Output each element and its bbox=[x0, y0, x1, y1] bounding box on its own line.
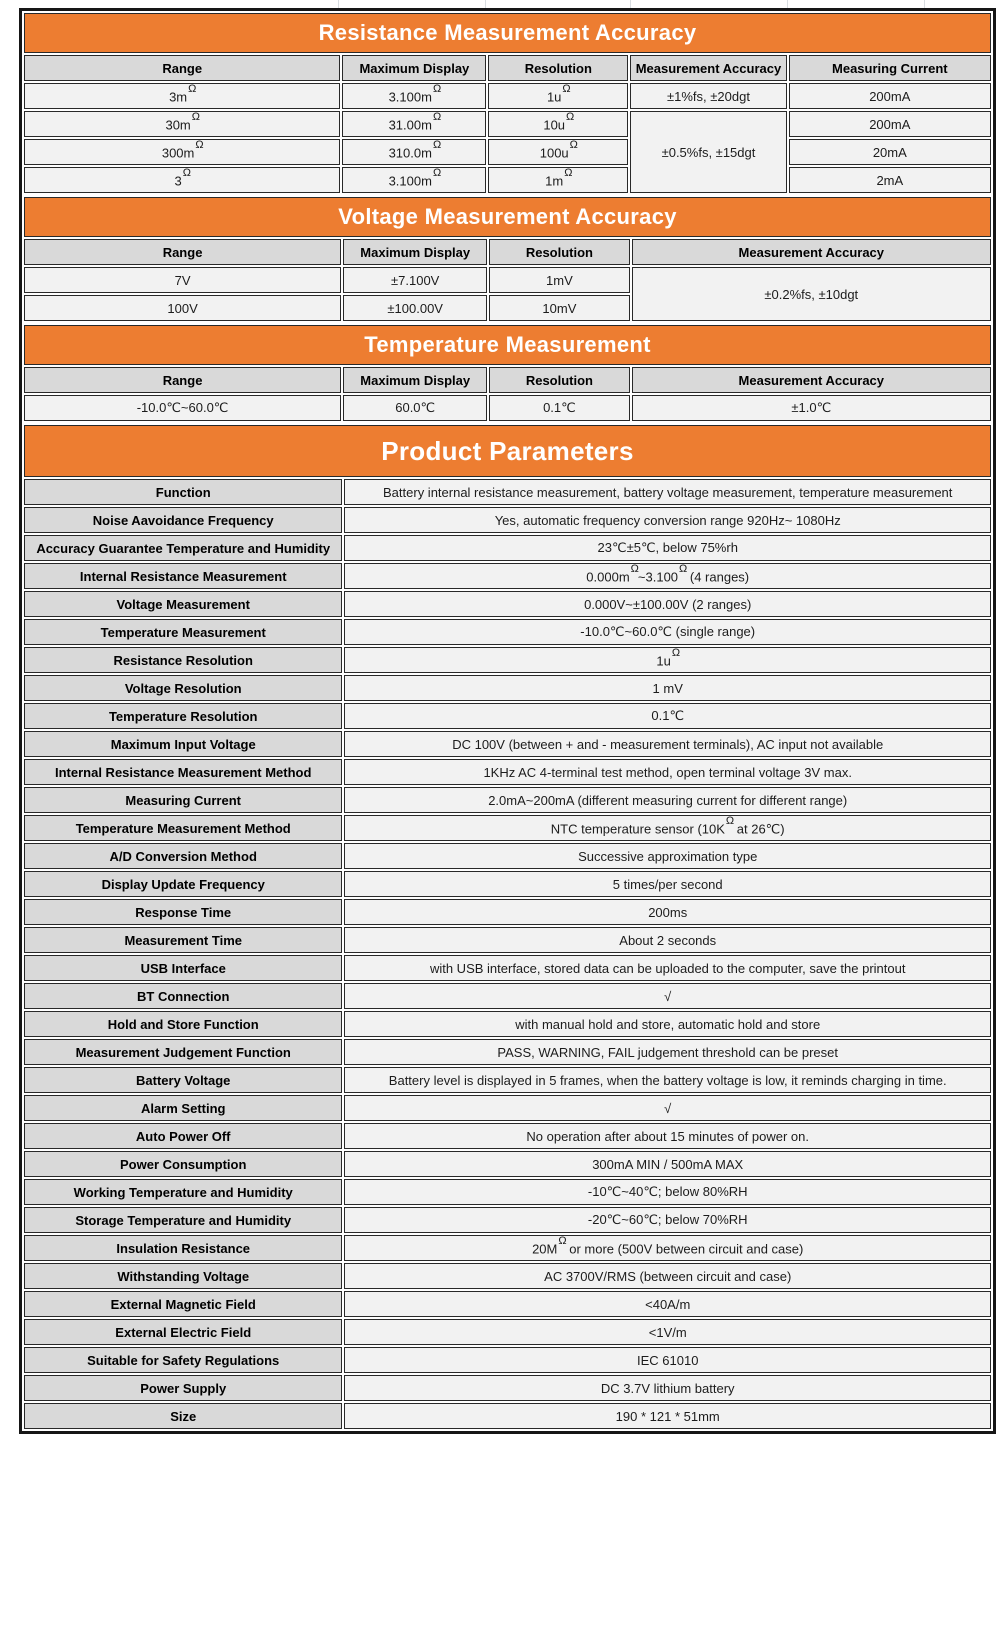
spec-row bbox=[24, 871, 991, 897]
spec-row bbox=[24, 1039, 991, 1065]
max-display-cell: 60.0℃ bbox=[343, 395, 487, 421]
spec-row bbox=[24, 899, 991, 925]
spec-value: 0.000V~±100.00V (2 ranges) bbox=[344, 591, 991, 617]
spec-value: $0.000m^\Omega\sim 3.100^\Omega$ (4 ranges) bbox=[344, 563, 991, 589]
current-cell: 2mA bbox=[789, 167, 991, 193]
range-cell: 7V bbox=[24, 267, 341, 293]
max-display-cell: $3.100m^\Omega$ bbox=[342, 83, 486, 109]
spec-value: 1 mV bbox=[344, 675, 991, 701]
max-display-cell: $310.0m^\Omega$ bbox=[342, 139, 486, 165]
col-header-range: Range bbox=[24, 239, 341, 265]
resolution-cell: 1mV bbox=[489, 267, 629, 293]
spec-value: Battery internal resistance measurement, battery voltage measurement, temperature measurement bbox=[344, 479, 991, 505]
spec-value: $1u^\Omega$ bbox=[344, 647, 991, 673]
table-row bbox=[24, 267, 991, 293]
spec-value: 300mA MIN / 500mA MAX bbox=[344, 1151, 991, 1177]
spec-row bbox=[24, 1291, 991, 1317]
spec-row bbox=[24, 1263, 991, 1289]
spec-label: Temperature Measurement Method bbox=[24, 815, 342, 841]
spec-label: Accuracy Guarantee Temperature and Humidity bbox=[24, 535, 342, 561]
spec-row bbox=[24, 731, 991, 757]
spec-value: PASS, WARNING, FAIL judgement threshold can be preset bbox=[344, 1039, 991, 1065]
spec-label: Measuring Current bbox=[24, 787, 342, 813]
spec-row bbox=[24, 843, 991, 869]
column-header-row bbox=[24, 367, 991, 393]
spec-label: USB Interface bbox=[24, 955, 342, 981]
spec-row bbox=[24, 591, 991, 617]
spec-label: Voltage Measurement bbox=[24, 591, 342, 617]
spec-label: Alarm Setting bbox=[24, 1095, 342, 1121]
spec-label: Power Supply bbox=[24, 1375, 342, 1401]
spec-row bbox=[24, 703, 991, 729]
range-cell: 100V bbox=[24, 295, 341, 321]
spec-value: with manual hold and store, automatic hold and store bbox=[344, 1011, 991, 1037]
spec-row bbox=[24, 955, 991, 981]
spec-row bbox=[24, 675, 991, 701]
table-row bbox=[24, 395, 991, 421]
spec-label: Measurement Time bbox=[24, 927, 342, 953]
table-row bbox=[24, 111, 991, 137]
col-header-max-display: Maximum Display bbox=[343, 239, 487, 265]
spec-label: Hold and Store Function bbox=[24, 1011, 342, 1037]
col-header-range: Range bbox=[24, 55, 340, 81]
resolution-cell: 0.1℃ bbox=[489, 395, 629, 421]
spec-label: Battery Voltage bbox=[24, 1067, 342, 1093]
spec-row bbox=[24, 647, 991, 673]
col-header-measurement-accuracy: Measurement Accuracy bbox=[630, 55, 786, 81]
resolution-cell: $10u^\Omega$ bbox=[488, 111, 628, 137]
max-display-cell: ±100.00V bbox=[343, 295, 487, 321]
spec-row bbox=[24, 1375, 991, 1401]
spec-label: Noise Aavoidance Frequency bbox=[24, 507, 342, 533]
spec-row bbox=[24, 1067, 991, 1093]
range-cell: $30m^\Omega$ bbox=[24, 111, 340, 137]
spec-value: -10℃~40℃; below 80%RH bbox=[344, 1179, 991, 1205]
spec-row bbox=[24, 1403, 991, 1429]
col-header-range: Range bbox=[24, 367, 341, 393]
spec-label: Power Consumption bbox=[24, 1151, 342, 1177]
voltage-accuracy-table bbox=[22, 237, 993, 323]
spec-value: IEC 61010 bbox=[344, 1347, 991, 1373]
spec-label: Internal Resistance Measurement bbox=[24, 563, 342, 589]
spec-label: Temperature Measurement bbox=[24, 619, 342, 645]
max-display-cell: $3.100m^\Omega$ bbox=[342, 167, 486, 193]
spec-value: 190 * 121 * 51mm bbox=[344, 1403, 991, 1429]
spec-label: External Electric Field bbox=[24, 1319, 342, 1345]
spec-value: -10.0℃~60.0℃ (single range) bbox=[344, 619, 991, 645]
spec-value: Yes, automatic frequency conversion range 920Hz~ 1080Hz bbox=[344, 507, 991, 533]
col-header-max-display: Maximum Display bbox=[343, 367, 487, 393]
col-header-resolution: Resolution bbox=[488, 55, 628, 81]
spec-row bbox=[24, 1235, 991, 1261]
temperature-table bbox=[22, 365, 993, 423]
section-title-voltage-accuracy: Voltage Measurement Accuracy bbox=[24, 197, 991, 237]
spec-row bbox=[24, 787, 991, 813]
spec-row bbox=[24, 1207, 991, 1233]
spec-row bbox=[24, 1011, 991, 1037]
resolution-cell: $100u^\Omega$ bbox=[488, 139, 628, 165]
current-cell: 200mA bbox=[789, 83, 991, 109]
spec-value: 1KHz AC 4-terminal test method, open terminal voltage 3V max. bbox=[344, 759, 991, 785]
col-header-resolution: Resolution bbox=[489, 239, 629, 265]
current-cell: 20mA bbox=[789, 139, 991, 165]
current-cell: 200mA bbox=[789, 111, 991, 137]
spec-value: Successive approximation type bbox=[344, 843, 991, 869]
resolution-cell: $1m^\Omega$ bbox=[488, 167, 628, 193]
table-row bbox=[24, 83, 991, 109]
range-cell: -10.0℃~60.0℃ bbox=[24, 395, 341, 421]
spec-value: $20M^\Omega$ or more (500V between circuit and case) bbox=[344, 1235, 991, 1261]
section-title-resistance-accuracy: Resistance Measurement Accuracy bbox=[24, 13, 991, 53]
section-title-temperature: Temperature Measurement bbox=[24, 325, 991, 365]
spec-row bbox=[24, 815, 991, 841]
spec-value: with USB interface, stored data can be uploaded to the computer, save the printout bbox=[344, 955, 991, 981]
spec-row bbox=[24, 1151, 991, 1177]
spec-row bbox=[24, 1347, 991, 1373]
spec-label: Voltage Resolution bbox=[24, 675, 342, 701]
spec-label: Insulation Resistance bbox=[24, 1235, 342, 1261]
range-cell: $300m^\Omega$ bbox=[24, 139, 340, 165]
product-parameters-table bbox=[22, 477, 993, 1431]
spec-label: Storage Temperature and Humidity bbox=[24, 1207, 342, 1233]
spec-value: 0.1℃ bbox=[344, 703, 991, 729]
spec-row bbox=[24, 1179, 991, 1205]
spec-row bbox=[24, 1095, 991, 1121]
col-header-resolution: Resolution bbox=[489, 367, 629, 393]
spec-value: AC 3700V/RMS (between circuit and case) bbox=[344, 1263, 991, 1289]
spec-label: Display Update Frequency bbox=[24, 871, 342, 897]
section-title-product-parameters: Product Parameters bbox=[24, 425, 991, 477]
spec-label: Resistance Resolution bbox=[24, 647, 342, 673]
table-row bbox=[24, 139, 991, 165]
spec-sheet bbox=[19, 8, 996, 1434]
col-header-measurement-accuracy: Measurement Accuracy bbox=[632, 239, 991, 265]
spec-value: √ bbox=[344, 1095, 991, 1121]
resistance-accuracy-table bbox=[22, 53, 993, 195]
resolution-cell: $1u^\Omega$ bbox=[488, 83, 628, 109]
spec-row bbox=[24, 563, 991, 589]
spec-value: 2.0mA~200mA (different measuring current for different range) bbox=[344, 787, 991, 813]
spec-label: Function bbox=[24, 479, 342, 505]
spec-value: Battery level is displayed in 5 frames, when the battery voltage is low, it reminds charging in time. bbox=[344, 1067, 991, 1093]
spec-value: DC 3.7V lithium battery bbox=[344, 1375, 991, 1401]
spec-label: Measurement Judgement Function bbox=[24, 1039, 342, 1065]
spec-value: <1V/m bbox=[344, 1319, 991, 1345]
spec-value: 200ms bbox=[344, 899, 991, 925]
spec-value: -20℃~60℃; below 70%RH bbox=[344, 1207, 991, 1233]
spec-row bbox=[24, 1319, 991, 1345]
accuracy-cell: ±1%fs, ±20dgt bbox=[630, 83, 786, 109]
spec-label: Withstanding Voltage bbox=[24, 1263, 342, 1289]
range-cell: $3^\Omega$ bbox=[24, 167, 340, 193]
accuracy-merged-cell: ±0.2%fs, ±10dgt bbox=[632, 267, 991, 321]
spec-row bbox=[24, 1123, 991, 1149]
spec-value: √ bbox=[344, 983, 991, 1009]
spec-label: Maximum Input Voltage bbox=[24, 731, 342, 757]
spec-value: <40A/m bbox=[344, 1291, 991, 1317]
max-display-cell: $31.00m^\Omega$ bbox=[342, 111, 486, 137]
spec-value: 23℃±5℃, below 75%rh bbox=[344, 535, 991, 561]
spec-label: Size bbox=[24, 1403, 342, 1429]
range-cell: $3m^\Omega$ bbox=[24, 83, 340, 109]
spec-row bbox=[24, 619, 991, 645]
spec-row bbox=[24, 535, 991, 561]
spec-label: Working Temperature and Humidity bbox=[24, 1179, 342, 1205]
spec-label: Internal Resistance Measurement Method bbox=[24, 759, 342, 785]
spec-value: No operation after about 15 minutes of power on. bbox=[344, 1123, 991, 1149]
spec-label: Auto Power Off bbox=[24, 1123, 342, 1149]
spec-value: NTC temperature sensor ($10K^\Omega$ at 26℃) bbox=[344, 815, 991, 841]
spec-row bbox=[24, 983, 991, 1009]
spec-value: 5 times/per second bbox=[344, 871, 991, 897]
accuracy-cell: ±1.0℃ bbox=[632, 395, 991, 421]
spec-label: BT Connection bbox=[24, 983, 342, 1009]
max-display-cell: ±7.100V bbox=[343, 267, 487, 293]
col-header-measuring-current: Measuring Current bbox=[789, 55, 991, 81]
spec-value: DC 100V (between + and - measurement terminals), AC input not available bbox=[344, 731, 991, 757]
table-row bbox=[24, 167, 991, 193]
spec-label: Response Time bbox=[24, 899, 342, 925]
column-header-row bbox=[24, 55, 991, 81]
spec-label: A/D Conversion Method bbox=[24, 843, 342, 869]
spec-label: External Magnetic Field bbox=[24, 1291, 342, 1317]
column-header-row bbox=[24, 239, 991, 265]
spec-row bbox=[24, 927, 991, 953]
spec-value: About 2 seconds bbox=[344, 927, 991, 953]
spec-label: Suitable for Safety Regulations bbox=[24, 1347, 342, 1373]
spec-row bbox=[24, 479, 991, 505]
accuracy-merged-cell: ±0.5%fs, ±15dgt bbox=[630, 111, 786, 193]
resolution-cell: 10mV bbox=[489, 295, 629, 321]
spec-label: Temperature Resolution bbox=[24, 703, 342, 729]
col-header-measurement-accuracy: Measurement Accuracy bbox=[632, 367, 991, 393]
col-header-max-display: Maximum Display bbox=[342, 55, 486, 81]
spec-row bbox=[24, 759, 991, 785]
spec-row bbox=[24, 507, 991, 533]
